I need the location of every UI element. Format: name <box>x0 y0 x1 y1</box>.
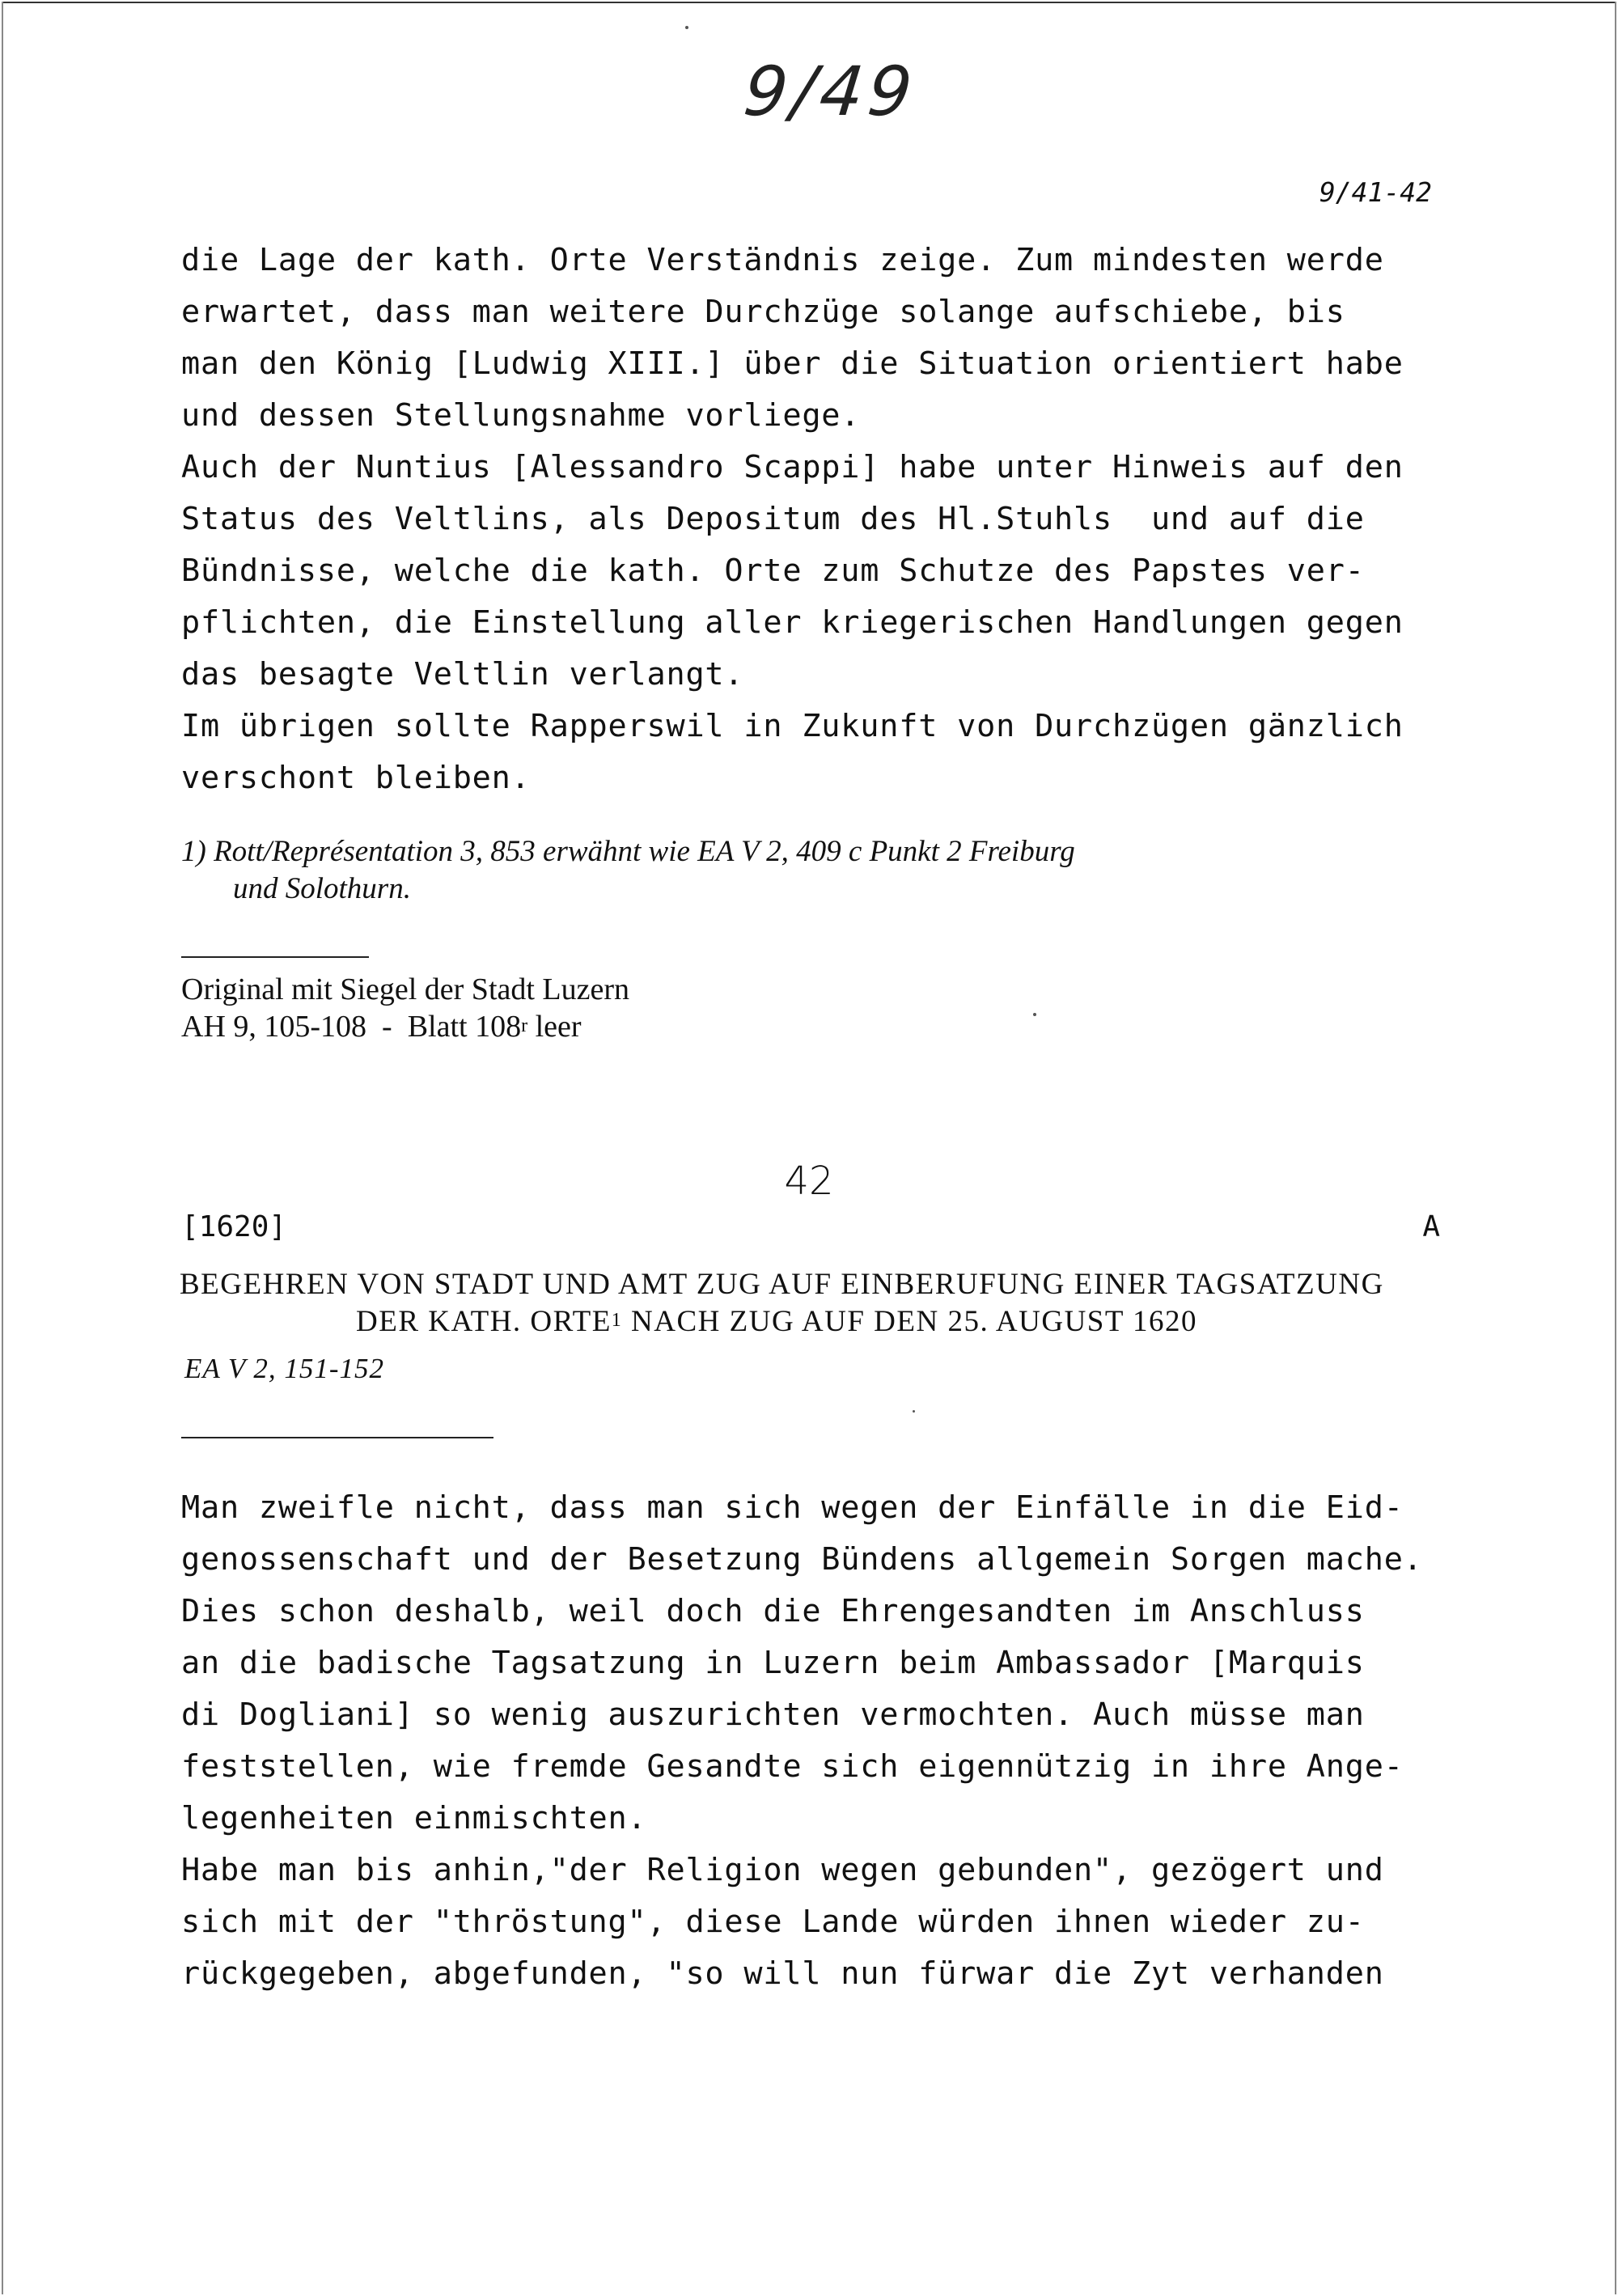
footnote <box>181 833 1440 908</box>
text-line: Status des Veltlins, als Depositum des Hl.Stuhls und auf die <box>181 501 1365 537</box>
body-text-block <box>181 235 1440 804</box>
scan-speck <box>913 1410 915 1413</box>
body-text-block <box>181 1482 1440 2000</box>
text-line: genossenschaft und der Besetzung Bündens allgemein Sorgen mache. <box>181 1541 1423 1578</box>
text-line: Dies schon deshalb, weil doch die Ehrengesandten im Anschluss <box>181 1593 1365 1629</box>
text-line: Im übrigen sollte Rapperswil in Zukunft von Durchzügen gänzlich <box>181 708 1404 744</box>
text-line: pflichten, die Einstellung aller kriegerischen Handlungen gegen <box>181 604 1404 641</box>
text-line: und dessen Stellungsnahme vorliege. <box>181 397 861 434</box>
text-line: Man zweifle nicht, dass man sich wegen der Einfälle in die Eid- <box>181 1489 1404 1526</box>
document-date: [1620] <box>181 1210 287 1243</box>
document-title <box>180 1266 1442 1341</box>
text-line: an die badische Tagsatzung in Luzern beim Ambassador [Marquis <box>181 1645 1365 1681</box>
text-line: die Lage der kath. Orte Verständnis zeige. Zum mindesten werde <box>181 242 1384 278</box>
original-note-line: Original mit Siegel der Stadt Luzern <box>181 972 630 1006</box>
text-line: verschont bleiben. <box>181 760 531 796</box>
text-line: Habe man bis anhin,"der Religion wegen gebunden", gezögert und <box>181 1852 1384 1888</box>
separator-rule <box>181 1437 493 1438</box>
title-part: NACH ZUG AUF DEN 25. AUGUST 1620 <box>622 1305 1198 1338</box>
separator-rule <box>181 956 369 958</box>
text-line: rückgegeben, abgefunden, "so will nun fürwar die Zyt verhanden <box>181 1955 1384 1992</box>
page-top-edge <box>3 2 1615 3</box>
archive-note: leer <box>527 1010 582 1044</box>
title-line <box>180 1303 1442 1341</box>
text-line: feststellen, wie fremde Gesandte sich eigennützig in ihre Ange- <box>181 1748 1404 1785</box>
scan-speck <box>685 26 688 29</box>
archive-reference: AH 9, 105-108 - Blatt 108 <box>181 1010 522 1044</box>
page-right-edge <box>1615 2 1616 2294</box>
text-line: das besagte Veltlin verlangt. <box>181 656 744 693</box>
text-line: legenheiten einmischten. <box>181 1800 647 1836</box>
text-line: man den König [Ludwig XIII.] über die Situation orientiert habe <box>181 345 1404 382</box>
recto-mark: r <box>521 1015 528 1036</box>
text-line: sich mit der "thröstung", diese Lande würden ihnen wieder zu- <box>181 1904 1365 1940</box>
scan-speck <box>1033 1013 1036 1016</box>
title-line: BEGEHREN VON STADT UND AMT ZUG AUF EINBERUFUNG EINER TAGSATZUNG <box>180 1268 1384 1301</box>
page-reference: 9/41-42 <box>1319 176 1432 208</box>
handwritten-page-number: 9/49 <box>739 52 921 131</box>
original-note <box>181 971 990 1045</box>
text-line: Auch der Nuntius [Alessandro Scappi] habe unter Hinweis auf den <box>181 449 1404 485</box>
page-left-edge <box>2 2 3 2294</box>
footnote-line: 1) Rott/Représentation 3, 853 erwähnt wie EA V 2, 409 c Punkt 2 Freiburg <box>181 835 1075 868</box>
text-line: di Dogliani] so wenig auszurichten vermochten. Auch müsse man <box>181 1697 1365 1733</box>
original-note-line <box>181 1008 990 1045</box>
footnote-marker: 1 <box>611 1310 623 1331</box>
document-letter: A <box>1422 1210 1440 1243</box>
text-line: erwartet, dass man weitere Durchzüge solange aufschiebe, bis <box>181 294 1345 330</box>
document-source: EA V 2, 151-152 <box>184 1353 385 1384</box>
title-part: DER KATH. ORTE <box>356 1305 612 1338</box>
footnote-line: und Solothurn. <box>233 872 411 905</box>
document-number: 42 <box>784 1159 834 1204</box>
text-line: Bündnisse, welche die kath. Orte zum Schutze des Papstes ver- <box>181 553 1365 589</box>
